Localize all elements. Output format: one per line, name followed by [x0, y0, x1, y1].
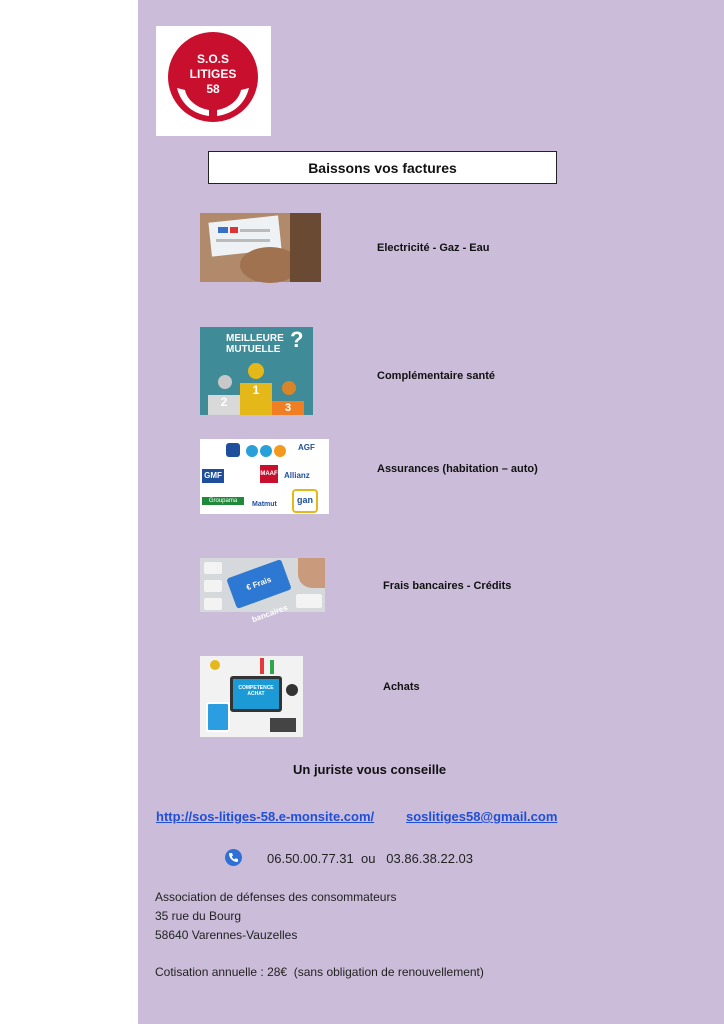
logo-agf: AGF [298, 443, 315, 452]
cotisation-text: Cotisation annuelle : 28€ (sans obligation de renouvellement) [155, 965, 484, 979]
finger [298, 558, 325, 588]
logo-gmf: GMF [202, 469, 224, 483]
tablet-screen: COMPETENCE ACHAT [230, 676, 282, 712]
logo-line-1: S.O.S [196, 52, 229, 66]
pencil-icon [270, 660, 274, 674]
keyboard-key [204, 598, 222, 610]
insurer-logo-icon [226, 443, 240, 457]
hands-icon [173, 84, 253, 120]
logo-maaf: MAAF [260, 465, 278, 483]
silver-medal-icon [218, 375, 232, 389]
keyboard-key [296, 594, 322, 608]
decor-dot [210, 660, 220, 670]
item-label-achats: Achats [383, 681, 420, 693]
electricity-bill-photo [200, 213, 321, 282]
sos-litiges-logo [156, 26, 271, 136]
question-mark: ? [290, 327, 304, 352]
logo-matmut: Matmut [252, 501, 277, 508]
logo-line-2: LITIGES [189, 67, 237, 81]
podium-first: 1 [240, 383, 272, 415]
address-line-3: 58640 Varennes-Vauzelles [155, 928, 298, 942]
keyboard-key [204, 562, 222, 574]
logo-groupama: Groupama [202, 497, 244, 505]
mutuelle-text-bottom: MUTUELLE [226, 344, 281, 355]
item-label-insurance: Assurances (habitation – auto) [377, 463, 538, 475]
insurer-logo-icon [274, 445, 286, 457]
gold-medal-icon [248, 363, 264, 379]
address-line-2: 35 rue du Bourg [155, 909, 242, 923]
notebook-icon [270, 718, 296, 732]
website-link[interactable]: http://sos-litiges-58.e-monsite.com/ [156, 809, 375, 824]
purchasing-desk-photo [200, 656, 303, 737]
logo-allianz: Allianz [284, 471, 310, 480]
decor-dot [286, 684, 298, 696]
logo-line-3: 58 [206, 82, 220, 96]
item-label-electricity: Electricité - Gaz - Eau [377, 242, 490, 254]
subtitle-juriste: Un juriste vous conseille [293, 762, 447, 777]
pencil-icon [260, 658, 264, 674]
mutuelle-podium-image [200, 327, 313, 415]
email-link[interactable]: soslitiges58@gmail.com [406, 809, 558, 824]
podium-third: 3 [272, 401, 304, 415]
insurance-logos-image [200, 439, 329, 514]
address-line-1: Association de défenses des consommateurs [155, 890, 397, 904]
keyboard-key [204, 580, 222, 592]
phone-numbers: 06.50.00.77.31 ou 03.86.38.22.03 [267, 851, 474, 866]
mutuelle-text-top: MEILLEURE [226, 333, 284, 344]
bank-fees-keyboard-photo [200, 558, 325, 625]
item-label-bank: Frais bancaires - Crédits [383, 580, 512, 592]
smartphone-icon [206, 702, 230, 732]
item-label-mutuelle: Complémentaire santé [377, 370, 495, 382]
insurer-logo-icon [246, 445, 258, 457]
logo-gan: gan [292, 489, 318, 513]
bronze-medal-icon [282, 381, 296, 395]
phone-icon [225, 849, 242, 866]
podium-second: 2 [208, 395, 240, 415]
logo-circle [168, 32, 258, 122]
insurer-logo-icon [260, 445, 272, 457]
page-title: Baissons vos factures [208, 151, 557, 184]
frais-bancaires-key: € Frais bancaires [226, 559, 291, 609]
